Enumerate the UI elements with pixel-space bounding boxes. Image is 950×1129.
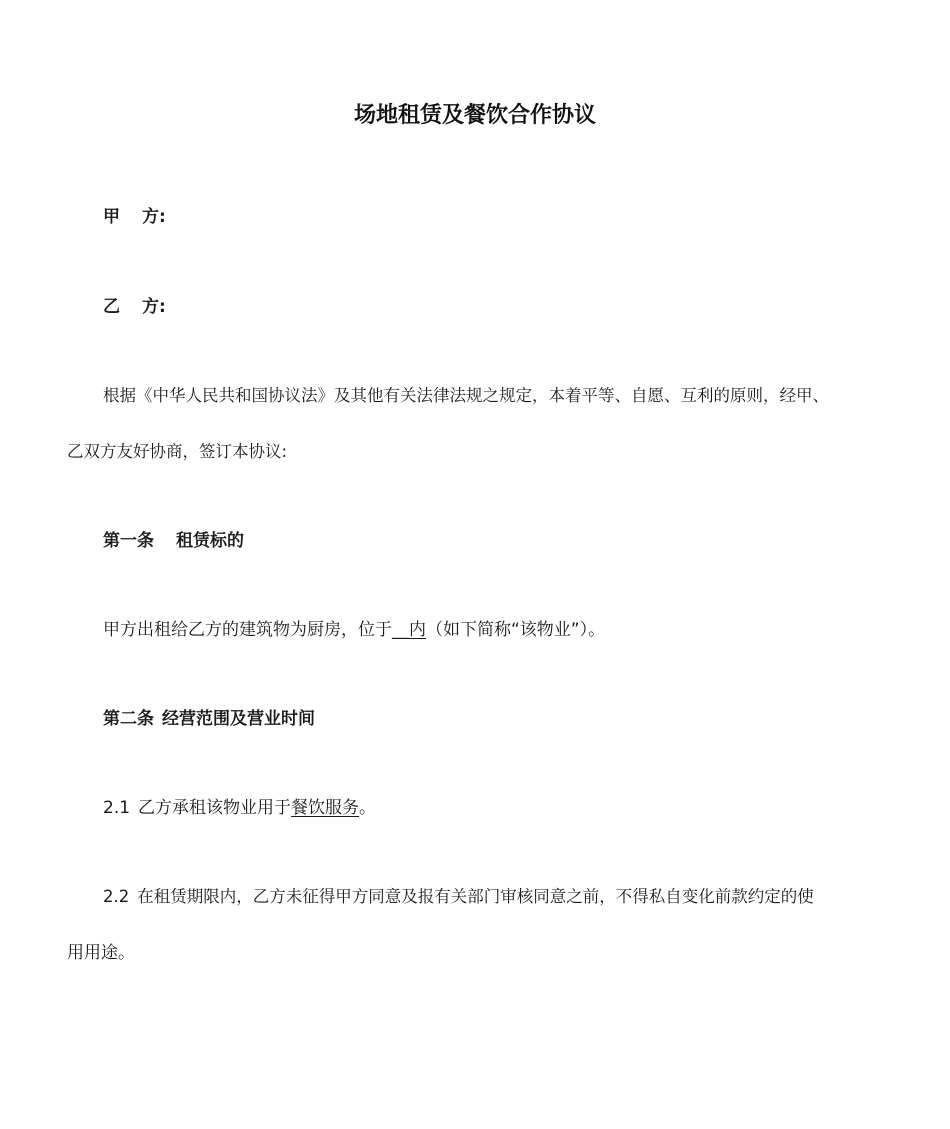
article-2-title: 经营范围及营业时间 [162,709,315,729]
preamble-line-2: 乙双方友好协商，签订本协议: [67,442,288,461]
clause-2-1-underlined: 餐饮服务 [291,798,360,818]
article-1-body [103,618,605,642]
article-2-heading [103,707,315,731]
party-a-line [103,205,166,229]
document-title: 场地租赁及餐饮合作协议 [353,103,596,128]
clause-2-1 [103,796,376,820]
preamble-line-1: 根据《中华人民共和国协议法》及其他有关法律法规之规定，本着平等、自愿、互利的原则，经甲、 [103,386,829,405]
article-1-heading [103,529,244,553]
article-1-body-post: （如下简称“该物业”）。 [426,620,606,640]
clause-2-1-pre: 乙方承租该物业用于 [138,798,292,818]
article-1-number: 第一条 [103,531,154,551]
clause-2-2-line-2: 用用途。 [67,943,135,963]
party-b-line [103,295,166,319]
party-b-suffix: 方: [142,297,166,317]
article-2-number: 第二条 [103,709,154,729]
article-1-body-pre: 甲方出租给乙方的建筑物为厨房，位于 [103,620,392,640]
clause-2-2-line-1 [103,885,814,909]
party-a-suffix: 方: [142,207,166,227]
party-a-label: 甲 [103,207,120,227]
clause-2-1-post: 。 [359,798,377,818]
clause-2-1-number: 2.1 [103,798,131,818]
clause-2-2-text: 在租赁期限内，乙方未征得甲方同意及报有关部门审核同意之前，不得私自变化前款约定的使 [137,887,814,906]
article-1-location-blank: __内 [392,620,426,640]
article-1-title: 租赁标的 [176,531,244,551]
party-b-label: 乙 [103,297,120,317]
clause-2-2-number: 2.2 [103,887,130,906]
